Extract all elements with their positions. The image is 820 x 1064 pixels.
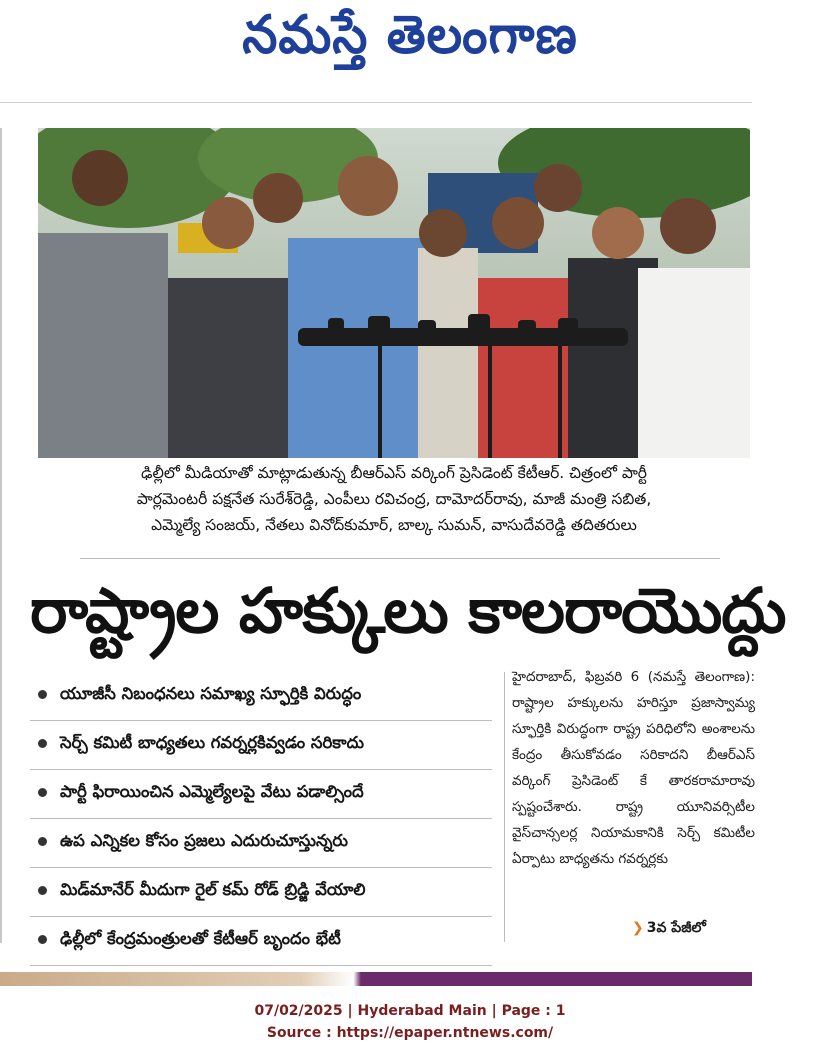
caption-divider	[80, 558, 720, 559]
newspaper-logo: నమస్తే తెలంగాణ	[242, 4, 578, 66]
photo-caption	[38, 460, 750, 538]
continued-link[interactable]	[632, 920, 706, 939]
headline: రాష్ట్రాల హక్కులు కాలరాయొద్దు	[30, 574, 786, 647]
masthead	[0, 0, 820, 78]
story-text: హైదరాబాద్, ఫిబ్రవరి 6 (నమస్తే తెలంగాణ): రాష్ట్రాల హక్కులను హరిస్తూ ప్రజాస్వామ్య స్ఫూర్తికి విరుద్ధంగా రాష్ట్ర పరిధిలోని అంశాలను కేంద్రం తీసుకోవడం సరికాదని బీఆర్‌ఎస్ వర్కింగ్ ప్రెసిడెంట్ కే తారకరామారావు స్పష్టంచేశారు. రాష్ట్ర యూనివర్సిటీల వైస్‌చాన్సలర్ల నియామకానికి సెర్చ్ కమిటీల ఏర్పాటు బాధ్యతను గవర్నర్లకు	[512, 669, 755, 867]
masthead-divider	[0, 102, 752, 103]
list-item-text: ఉప ఎన్నికల కోసం ప్రజలు ఎదురుచూస్తున్నరు	[60, 831, 348, 850]
bullet-icon	[38, 788, 47, 797]
list-item-text: పార్టీ ఫిరాయించిన ఎమ్మెల్యేలపై వేటు పడాల్సిందే	[60, 782, 364, 801]
page-footer	[0, 1000, 820, 1044]
highlights-list	[30, 672, 492, 966]
footer-source[interactable]: Source : https://epaper.ntnews.com/	[266, 1025, 554, 1041]
list-item	[30, 917, 492, 966]
chevron-right-icon: ❯	[632, 920, 644, 936]
list-item-text: మిడ్‌మానేర్ మీదుగా రైల్ కమ్ రోడ్ బ్రిడ్జి వేయాలి	[60, 880, 366, 899]
list-item	[30, 721, 492, 770]
bullet-icon	[38, 886, 47, 895]
list-item	[30, 672, 492, 721]
caption-line: ఢిల్లీలో మీడియాతో మాట్లాడుతున్న బీఆర్‌ఎస్ వర్కింగ్ ప్రెసిడెంట్ కేటీఆర్. చిత్రంలో పార్టీ	[140, 464, 647, 482]
photo-illustration	[38, 128, 750, 458]
column-divider	[504, 672, 505, 942]
bullet-icon	[38, 690, 47, 699]
footer-edition: 07/02/2025 | Hyderabad Main | Page : 1	[254, 1003, 566, 1019]
continued-label: 3వ పేజీలో	[646, 920, 706, 936]
list-item-text: యూజీసీ నిబంధనలు సమాఖ్య స్ఫూర్తికి విరుద్ధం	[60, 684, 362, 703]
story-body	[512, 664, 755, 872]
caption-line: ఎమ్మెల్యే సంజయ్, నేతలు వినోద్‌కుమార్, బాల్క సుమన్, వాసుదేవరెడ్డి తదితరులు	[151, 516, 637, 534]
advertisement-strip	[0, 972, 752, 986]
list-item	[30, 868, 492, 917]
bullet-icon	[38, 837, 47, 846]
bullet-icon	[38, 739, 47, 748]
list-item	[30, 770, 492, 819]
list-item-text: ఢిల్లీలో కేంద్రమంత్రులతో కేటీఆర్ బృందం భేటీ	[60, 929, 341, 948]
page-left-border	[0, 128, 2, 943]
list-item-text: సెర్చ్ కమిటీ బాధ్యతలు గవర్నర్లకివ్వడం సరికాదు	[60, 733, 364, 752]
press-conference-photo	[38, 128, 750, 458]
list-item	[30, 819, 492, 868]
bullet-icon	[38, 935, 47, 944]
caption-line: పార్లమెంటరీ పక్షనేత సురేశ్‌రెడ్డి, ఎంపీలు రవిచంద్ర, దామోదర్‌రావు, మాజీ మంత్రి సబిత,	[136, 490, 652, 508]
